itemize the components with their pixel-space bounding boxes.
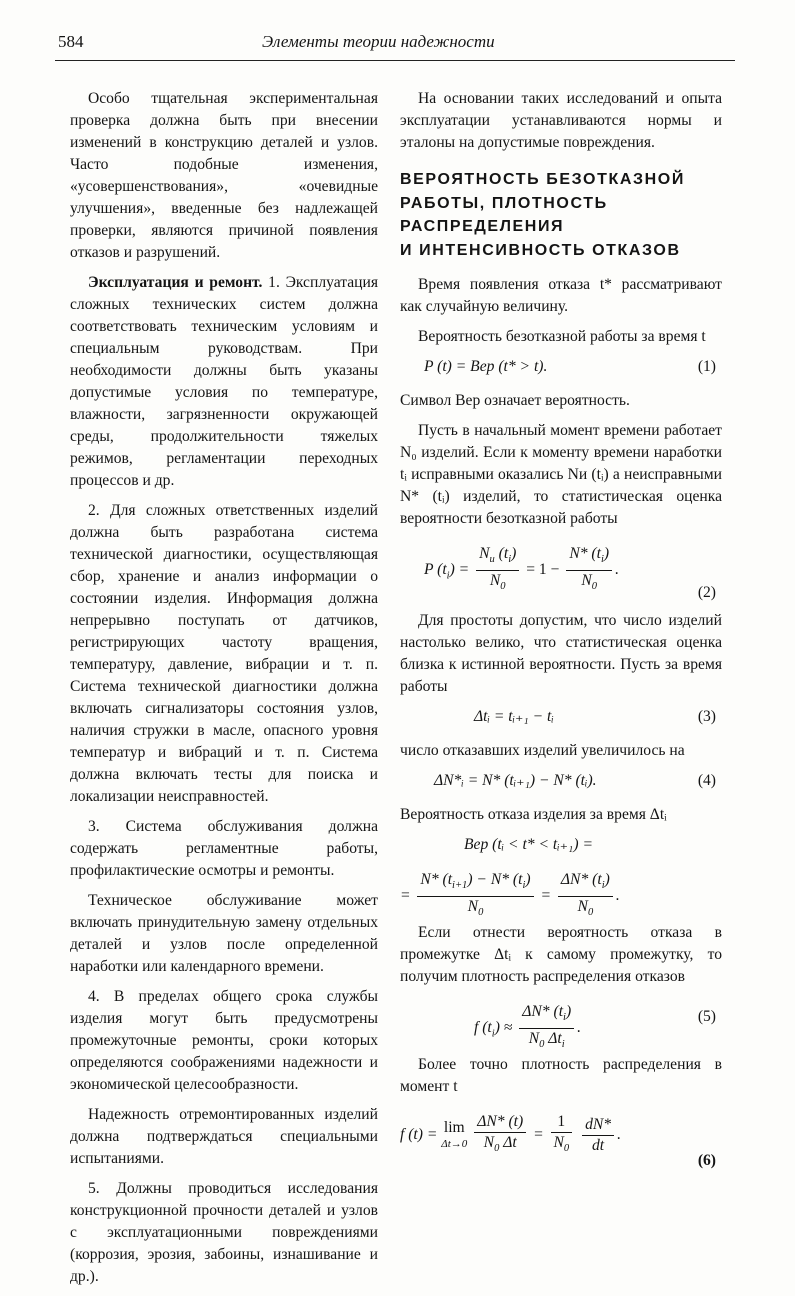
equation-number: (1) <box>697 358 716 375</box>
paragraph: На основании таких исследований и опыта эксплуатации устанавливаются нормы и эталоны на допустимые повреждения. <box>400 90 722 151</box>
page-number: 584 <box>58 32 84 51</box>
equation-body: f (t) = lim Δt→0 $\frac{\Delta N* (t)}{N_0 \Delta t}$ = $\frac{1}{N_0}$ $\frac{dN*}{dt}$ . <box>400 1113 621 1155</box>
paragraph: Для простоты допустим, что число изделий настолько велико, что статистическая оценка близка к истинной вероятности. Пусть за время работы <box>400 612 722 695</box>
paragraph: Пусть в начальный момент времени работает N₀ изделий. Если к моменту времени наработки tᵢ исправными оказались Nи (tᵢ) а неисправными N* (tᵢ) изделий, то статистическая оценка вероятности безотказной работы <box>400 422 722 527</box>
equation-number: (3) <box>697 708 716 725</box>
paragraph: Вероятность отказа изделия за время Δtᵢ <box>400 806 667 823</box>
section-heading <box>400 168 722 262</box>
run-in-heading: Эксплуатация и ремонт. <box>88 274 263 291</box>
paragraph: число отказавших изделий увеличилось на <box>400 742 685 759</box>
left-column <box>70 88 378 1296</box>
equation-number: (2) <box>697 584 716 601</box>
paragraph: Надежность отремонтированных изделий должна подтверждаться специальными испытаниями. <box>70 1106 378 1167</box>
header-rule <box>55 60 735 61</box>
equation-number: (4) <box>697 772 716 789</box>
equation-5 <box>400 996 722 1051</box>
equation-3 <box>400 706 722 734</box>
equation-body: P $(t_i)$ = $\frac{N_и (t_i)}{N_0}$ = 1 − $\frac{N* (t_i)}{N_0}$ . <box>424 545 619 593</box>
equation-2 <box>400 538 722 604</box>
page-header <box>0 0 795 64</box>
paragraph: Символ Вер означает вероятность. <box>400 392 630 409</box>
heading-line: РАСПРЕДЕЛЕНИЯ <box>400 218 565 235</box>
paragraph: Время появления отказа t* рассматривают как случайную величину. <box>400 276 722 315</box>
equation-body: = $\frac{N* (t_{i+1}) - N* (t_i)}{N_0}$ = $\frac{\Delta N* (t_i)}{N_0}$ . <box>400 871 620 919</box>
equation-body: P (t) = Вер (t* > t). <box>424 358 548 375</box>
paragraph: Если отнести вероятность отказа в промежутке Δtᵢ к самому промежутку, то получим плотность распределения отказов <box>400 924 722 985</box>
paragraph: 2. Для сложных ответственных изделий должна быть разработана система технической диагностики, осуществляющая сбор, хранение и анализ информации о состоянии изделия. Информация должна непрерывно поступать от датчиков, регистрирующих частоту вращения, температуру, давление, вибрации и т. п. Система технической диагностики должна включать сигнализаторы состояния узлов, наличия стружки в масле, опасного уровня температур и вибраций и т. п. Система должна включать тесты для поиска и локализации неисправностей. <box>70 502 378 805</box>
paragraph-text: 1. Эксплуатация сложных технических систем должна соответствовать техническим условиям и специальным руководствам. При необходимости должны быть указаны допустимые условия по температуре, влажности, загрязненности окружающей среды, продолжительности тяжелых режимов, регламентации переходных процессов и др. <box>70 274 378 489</box>
heading-line: РАБОТЫ, ПЛОТНОСТЬ <box>400 194 608 212</box>
paragraph: Техническое обслуживание может включать принудительную замену отдельных деталей и узлов после определенной наработки или календарного времени. <box>70 892 378 975</box>
heading-line: ВЕРОЯТНОСТЬ БЕЗОТКАЗНОЙ <box>400 171 685 188</box>
paragraph-maintenance <box>70 272 378 492</box>
paragraph: Особо тщательная экспериментальная проверка должна быть при внесении изменений в конструкцию деталей и узлов. Часто подобные изменения, «усовершенствования», «очевидные улучшения», введенные без надлежащей проверки, являются причиной появления отказов и разрушений. <box>70 90 378 261</box>
equation-body: Δtᵢ = tᵢ₊₁ − tᵢ <box>474 708 554 725</box>
heading-line: И ИНТЕНСИВНОСТЬ ОТКАЗОВ <box>400 241 681 259</box>
equation-body: f $(t_i)$ ≈ $\frac{\Delta N* (t_i)}{N_0 \Delta t_i}$ . <box>474 1003 582 1051</box>
equation-6 <box>400 1106 722 1169</box>
paragraph: 3. Система обслуживания должна содержать регламентные работы, профилактические осмотры и ремонты. <box>70 818 378 879</box>
equation-body: ΔN*ᵢ = N* (tᵢ₊₁) − N* (tᵢ). <box>434 772 597 789</box>
paragraph: 4. В пределах общего срока службы изделия могут быть предусмотрены промежуточные ремонты, сроки которых определяются соображениями надежности и экономической целесообразности. <box>70 988 378 1093</box>
paragraph: 5. Должны проводиться исследования конструкционной прочности деталей и узлов с эксплуатационными повреждениями (коррозия, эрозия, забоины, изнашивание и др.). <box>70 1180 378 1285</box>
paragraph: Вероятность безотказной работы за время t <box>418 328 706 345</box>
equation-number: (6) <box>697 1152 716 1169</box>
equation-failure-prob-fraction <box>400 864 722 919</box>
running-title: Элементы теории надежности <box>262 32 495 51</box>
equation-failure-prob <box>400 834 722 858</box>
paragraph: Более точно плотность распределения в момент t <box>400 1056 722 1095</box>
equation-body: Вер (tᵢ < t* < tᵢ₊₁) = <box>464 836 593 853</box>
equation-number: (5) <box>697 1008 716 1025</box>
equation-1 <box>400 356 722 384</box>
right-column <box>400 88 722 1172</box>
equation-4 <box>400 770 722 798</box>
